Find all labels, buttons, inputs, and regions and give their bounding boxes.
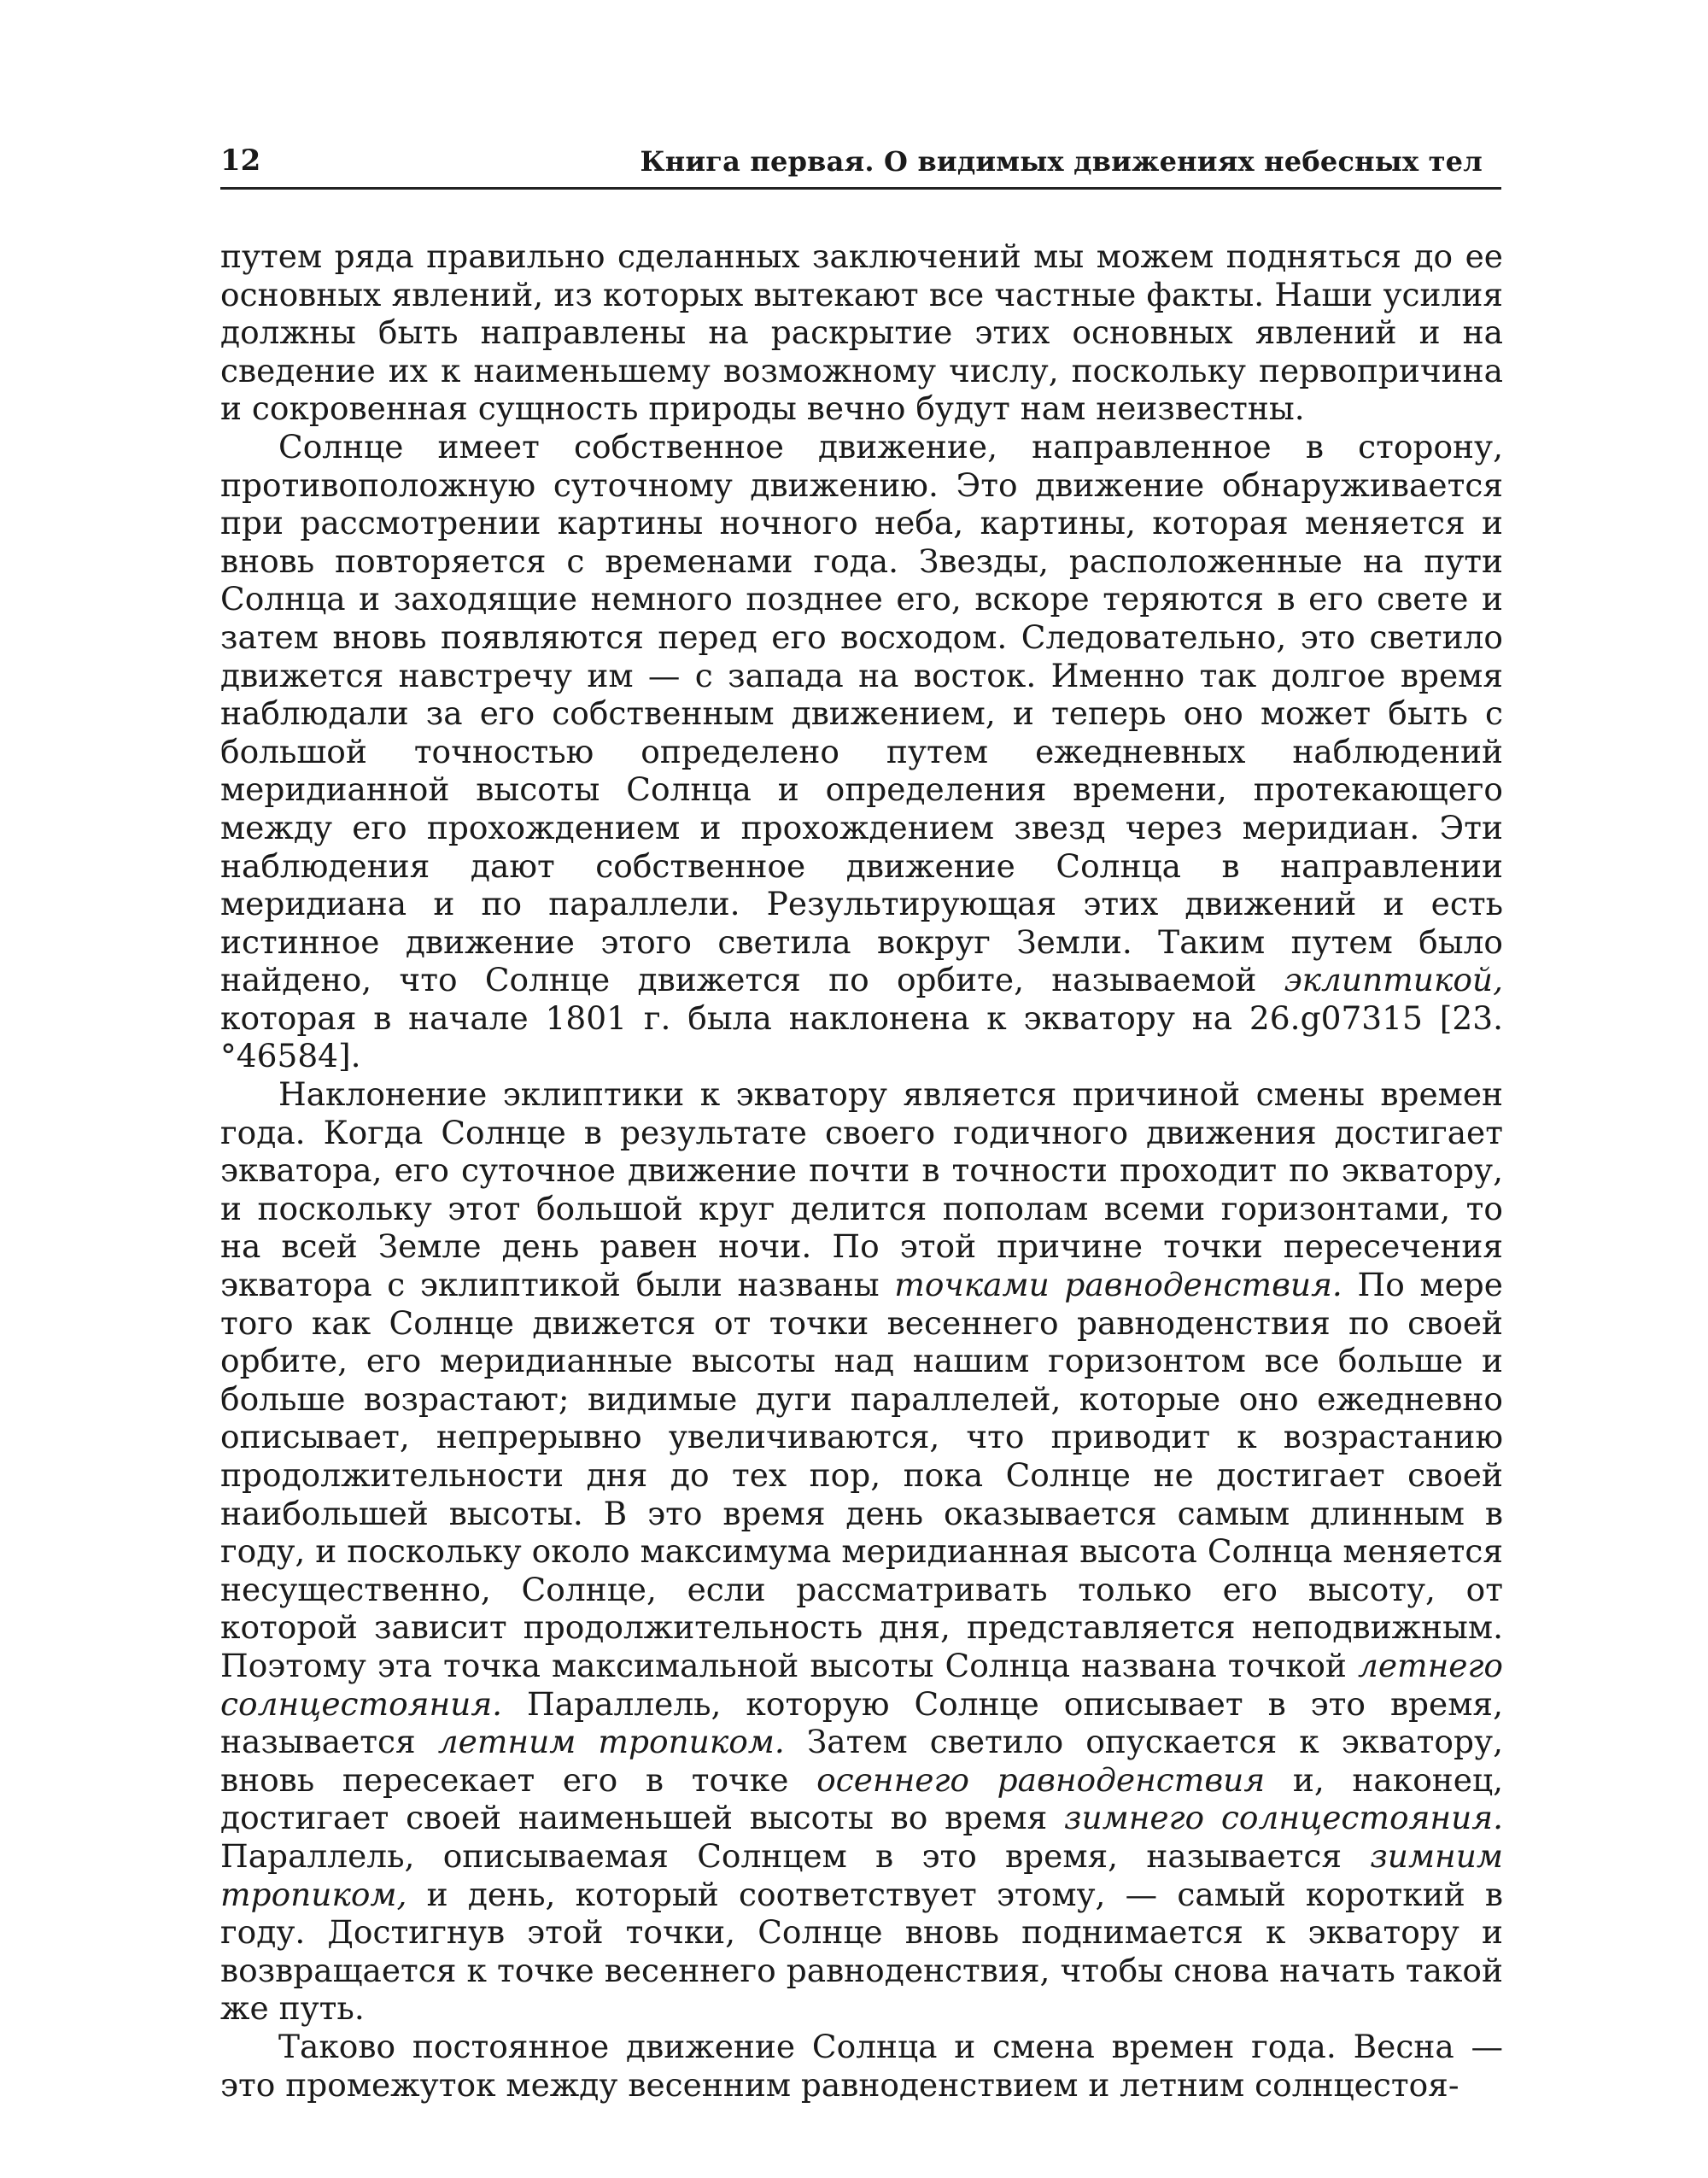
paragraph-3-text-e: и, наконец, достигает своей наименьшей высоты во время xyxy=(220,1760,1503,1837)
paragraph-2 xyxy=(220,428,1503,1075)
paragraph-3-text-c: Параллель, которую Солнце описывает в это время, называется xyxy=(220,1684,1503,1761)
term-summer-solstice: летнего солнцестояния. xyxy=(220,1646,1503,1723)
term-winter-tropic: зимним тропиком, xyxy=(220,1836,1503,1913)
term-winter-solstice: зимнего солнцестояния. xyxy=(1064,1799,1503,1837)
paragraph-4: Таково постоянное движение Солнца и смена времен года. Весна — это промежуток между весенним равноденствием и летним солнцестоя- xyxy=(220,2027,1503,2104)
paragraph-2-text-b: которая в начале 1801 г. была наклонена к экватору на 26.g07315 [23.°46584]. xyxy=(220,998,1503,1075)
page-header xyxy=(220,143,1501,186)
running-head: Книга первая. О видимых движениях небесных тел xyxy=(640,145,1483,178)
paragraph-3-text-a: Наклонение эклиптики к экватору является причиной смены времен года. Когда Солнце в результате своего годичного движения достигает экватора, его суточное движение почти в точности проходит по экватору, и поскольку этот большой круг делится пополам всеми горизонтами, то на всей Земле день равен ночи. По этой причине точки пересечения экватора с эклиптикой были названы xyxy=(220,1075,1503,1304)
paragraph-3-text-f: Параллель, описываемая Солнцем в это время, называется xyxy=(220,1836,1371,1875)
paragraph-3-text-b: По мере того как Солнце движется от точки весеннего равноденствия по своей орбите, его меридианные высоты над нашим горизонтом все больше и больше возрастают; видимые дуги параллелей, которые оно ежедневно описывает, непрерывно увеличиваются, что приводит к возрастанию продолжительности дня до тех пор, пока Солнце не достигает своей наибольшей высоты. В это время день оказывается самым длинным в году, и поскольку около максимума меридианная высота Солнца меняется несущественно, Солнце, если рассматривать только его высоту, от которой зависит продолжительность дня, представляется неподвижным. Поэтому эта точка максимальной высоты Солнца названа точкой xyxy=(220,1266,1503,1684)
paragraph-3-text-d: Затем светило опускается к экватору, вновь пересекает его в точке xyxy=(220,1723,1503,1799)
paragraph-3 xyxy=(220,1075,1503,2028)
paragraph-3-text-g: и день, который соответствует этому, — самый короткий в году. Достигнув этой точки, Солнце вновь поднимается к экватору и возвращается к точке весеннего равноденствия, чтобы снова начать такой же путь. xyxy=(220,1875,1503,2028)
body-text xyxy=(220,237,1503,2104)
term-equinox-points: точками равноденствия. xyxy=(894,1266,1342,1304)
term-autumn-equinox: осеннего равноденствия xyxy=(816,1760,1266,1799)
paragraph-1: путем ряда правильно сделанных заключений мы можем подняться до ее основных явлений, из которых вытекают все частные факты. Наши усилия должны быть направлены на раскрытие этих основных явлений и на сведение их к наименьшему возможному числу, поскольку первопричина и сокровенная сущность природы вечно будут нам неизвестны. xyxy=(220,237,1503,428)
page-number: 12 xyxy=(220,143,261,178)
term-summer-tropic: летним тропиком. xyxy=(437,1723,785,1761)
term-ecliptic: эклиптикой, xyxy=(1284,961,1503,999)
paragraph-2-text-a: Солнце имеет собственное движение, направленное в сторону, противоположную суточному движению. Это движение обнаруживается при рассмотрении картины ночного неба, картины, которая меняется и вновь повторяется с временами года. Звезды, расположенные на пути Солнца и заходящие немного позднее его, вскоре теряются в его свете и затем вновь появляются перед его восходом. Следовательно, это светило движется навстречу им — с запада на восток. Именно так долгое время наблюдали за его собственным движением, и теперь оно может быть с большой точностью определено путем ежедневных наблюдений меридианной высоты Солнца и определения времени, протекающего между его прохождением и прохождением звезд через меридиан. Эти наблюдения дают собственное движение Солнца в направлении меридиана и по параллели. Результирующая этих движений и есть истинное движение этого светила вокруг Земли. Таким путем было найдено, что Солнце движется по орбите, называемой xyxy=(220,427,1503,999)
header-rule xyxy=(220,187,1501,190)
